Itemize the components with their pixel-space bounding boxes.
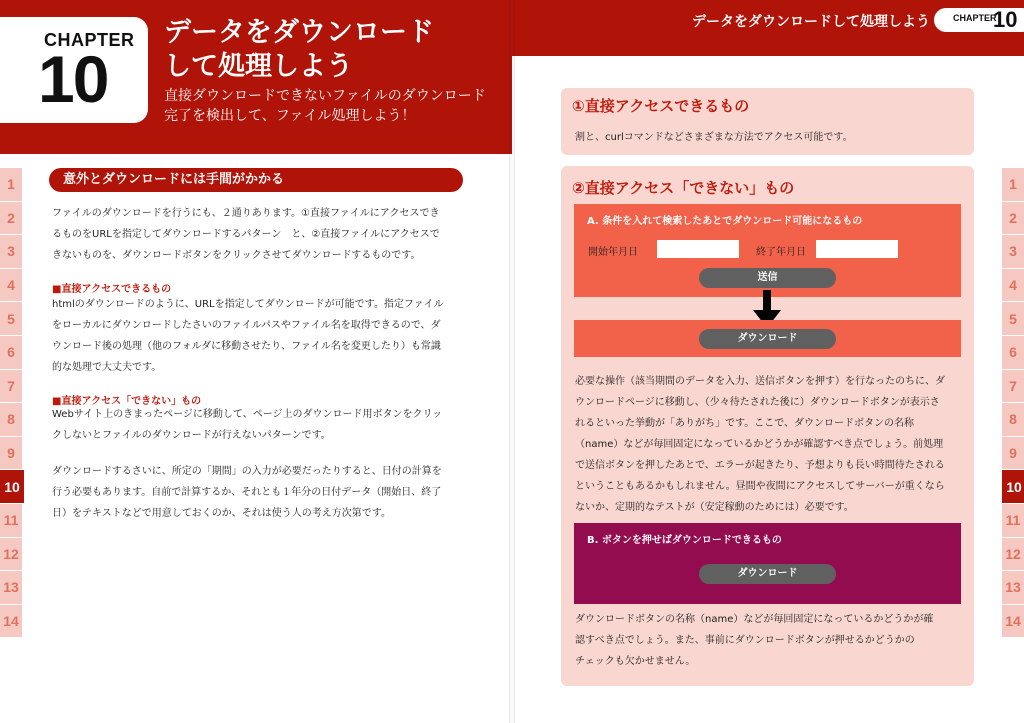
text-line: ということもあるかもしれません。昼間や夜間にアクセスしてサーバーが重くなら	[575, 481, 945, 492]
chapter-subtitle-line-1: 直接ダウンロードできないファイルのダウンロード	[164, 88, 486, 104]
text-line: ないか、定期的なテストが（安定稼動のためには）必要です。	[575, 502, 854, 513]
direct-paragraph	[52, 294, 472, 378]
download-button-a: ダウンロード	[699, 329, 836, 349]
text-line: 認すべき点でしょう。また、事前にダウンロードボタンが押せるかどうかの	[575, 635, 915, 646]
text-line: ウンロードページに移動し、（少々待たされた後に）ダウンロードボタンが表示さ	[575, 397, 940, 408]
page-spine	[509, 0, 515, 723]
text-line: ファイルのダウンロードを行うにも、２通りあります。①直接ファイルにアクセスでき	[52, 208, 440, 219]
end-date-label: 終了年月日	[756, 247, 806, 258]
download-button-b: ダウンロード	[699, 564, 836, 584]
text-line: れるといった挙動が「ありがち」です。ここで、ダウンロードボタンの名称	[575, 418, 914, 429]
running-chapter-number: 10	[993, 7, 1018, 32]
chapter-tab-2: 2	[0, 202, 22, 236]
chapter-tab-14: 14	[0, 605, 22, 639]
direct-access-title: ①直接アクセスできるもの	[572, 97, 750, 115]
chapter-tab-4: 4	[1002, 269, 1024, 303]
text-line: Webサイト上のきまったページに移動して、ページ上のダウンロード用ボタンをクリッ	[52, 409, 443, 420]
date-paragraph	[52, 461, 472, 524]
subheading-direct: ■直接アクセスできるもの	[52, 284, 172, 295]
running-chapter-label: CHAPTER	[953, 13, 997, 23]
chapter-tab-3: 3	[1002, 235, 1024, 269]
text-line: で送信ボタンを押したあとで、エラーが起きたり、予想よりも長い時間待たされる	[575, 460, 945, 471]
button-download-paragraph	[575, 609, 965, 672]
text-line: 必要な操作（該当期間のデータを入力、送信ボタンを押す）を行なったのちに、ダ	[575, 376, 945, 387]
button-download-title: B. ボタンを押せばダウンロードできるもの	[587, 535, 782, 546]
chapter-label: CHAPTER	[44, 30, 135, 50]
chapter-title	[164, 16, 434, 84]
start-date-label: 開始年月日	[588, 247, 638, 258]
chapter-tab-11: 11	[1002, 504, 1024, 538]
chapter-tab-1: 1	[0, 168, 22, 202]
chapter-tab-8: 8	[1002, 403, 1024, 437]
indirect-access-title: ②直接アクセス「できない」もの	[572, 179, 795, 197]
chapter-tab-6: 6	[1002, 336, 1024, 370]
start-date-field	[657, 240, 739, 258]
chapter-tab-9: 9	[0, 437, 22, 471]
text-line: 行う必要もあります。自前で計算するか、それとも１年分の日付データ（開始日、終了	[52, 487, 442, 498]
chapter-tab-2: 2	[1002, 202, 1024, 236]
chapter-title-line-2: して処理しよう	[164, 51, 353, 82]
chapter-subtitle	[164, 86, 486, 126]
text-line: 的な処理で大丈夫です。	[52, 362, 162, 373]
text-line: 日）をテキストなどで用意しておくのか、それは使う人の考え方次第です。	[52, 508, 391, 519]
chapter-tab-9: 9	[1002, 437, 1024, 471]
running-header-title: データをダウンロードして処理しよう	[692, 14, 930, 30]
chapter-tab-13: 13	[1002, 571, 1024, 605]
chapter-subtitle-line-2: 完了を検出して、ファイル処理しよう！	[164, 108, 416, 124]
text-line: をローカルにダウンロードしたさいのファイルパスやファイル名を取得できるので、ダ	[52, 320, 441, 331]
chapter-tab-14: 14	[1002, 605, 1024, 639]
subheading-indirect: ■直接アクセス「できない」もの	[52, 396, 202, 407]
chapter-tab-13: 13	[0, 571, 22, 605]
chapter-tab-5: 5	[1002, 302, 1024, 336]
text-line: htmlのダウンロードのように、URLを指定してダウンロードが可能です。指定ファイル	[52, 299, 444, 310]
chapter-tab-5: 5	[0, 302, 22, 336]
chapter-tab-11: 11	[0, 504, 22, 538]
end-date-field	[816, 240, 898, 258]
chapter-tab-1: 1	[1002, 168, 1024, 202]
chapter-tab-3: 3	[0, 235, 22, 269]
send-button: 送信	[699, 268, 836, 288]
chapter-tabs-left	[0, 168, 22, 638]
text-line: （name）などが毎回固定になっているかどうかが確認すべき点でしょう。前処理	[575, 439, 944, 450]
text-line: るものをURLを指定してダウンロードするパターン と、②直接ファイルにアクセスで	[52, 229, 440, 240]
text-line: ウンロード後の処理（他のフォルダに移動させたり、ファイル名を変更したり）も常識	[52, 341, 441, 352]
chapter-tab-10: 10	[1002, 470, 1024, 504]
chapter-tabs-right	[1002, 168, 1024, 638]
text-line: ダウンロードボタンの名称（name）などが毎回固定になっているかどうかが確	[575, 614, 934, 625]
chapter-title-line-1: データをダウンロード	[164, 17, 434, 48]
text-line: チェックも欠かせません。	[575, 656, 696, 667]
search-then-download-title: A. 条件を入れて検索したあとでダウンロード可能になるもの	[587, 216, 863, 227]
chapter-number: 10	[38, 42, 108, 116]
chapter-tab-6: 6	[0, 336, 22, 370]
text-line: きないものを、ダウンロードボタンをクリックさせてダウンロードするものです。	[52, 250, 421, 261]
intro-paragraph	[52, 203, 472, 266]
text-line: クしないとファイルのダウンロードが行えないパターンです。	[52, 430, 331, 441]
direct-access-text: 割と、curlコマンドなどさまざまな方法でアクセス可能です。	[575, 132, 853, 143]
chapter-tab-4: 4	[0, 269, 22, 303]
chapter-tab-7: 7	[1002, 370, 1024, 404]
chapter-tab-7: 7	[0, 370, 22, 404]
chapter-tab-10: 10	[0, 470, 24, 504]
section-heading: 意外とダウンロードには手間がかかる	[49, 168, 463, 192]
search-download-paragraph	[575, 371, 965, 518]
chapter-tab-12: 12	[0, 538, 22, 572]
chapter-tab-12: 12	[1002, 538, 1024, 572]
text-line: ダウンロードするさいに、所定の「期間」の入力が必要だったりすると、日付の計算を	[52, 466, 442, 477]
indirect-paragraph	[52, 404, 472, 446]
chapter-tab-8: 8	[0, 403, 22, 437]
